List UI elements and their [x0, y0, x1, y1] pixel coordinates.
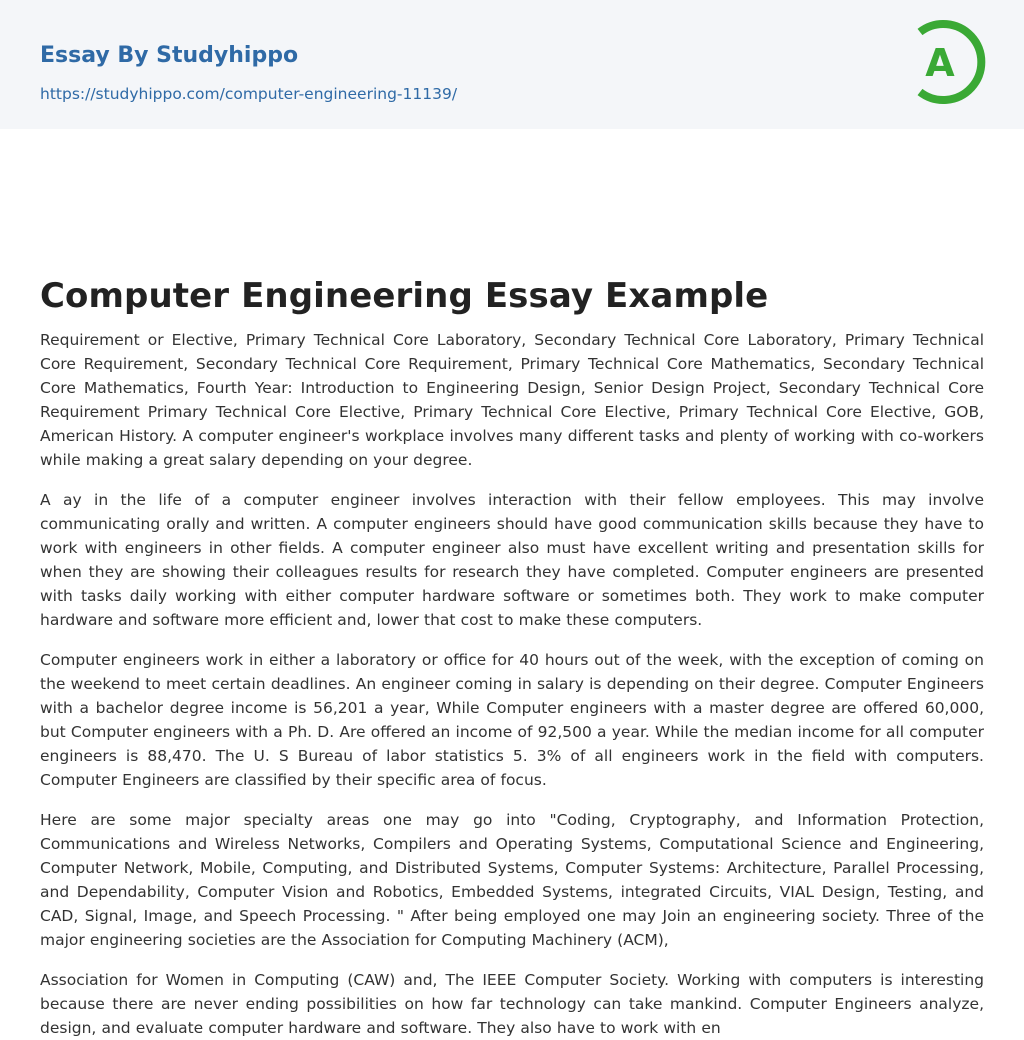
site-brand-title[interactable]: Essay By Studyhippo	[40, 43, 299, 68]
essay-paragraph-4: Here are some major specialty areas one may go into "Coding, Cryptography, and Information Protection, Communications and Wireless Networks, Compilers and Operating Systems, Computational Science and Engineering, Computer Network, Mobile, Computing, and Distributed Systems, Computer Systems: Architecture, Parallel Processing, and Dependability, Computer Vision and Robotics, Embedded Systems, integrated Circuits, VIAL Design, Testing, and CAD, Signal, Image, and Speech Processing. " After being employed one may Join an engineering society. Three of the major engineering societies are the Association for Computing Machinery (ACM),	[40, 811, 984, 949]
site-header	[0, 0, 1024, 129]
article-main	[0, 129, 1024, 1040]
essay-body	[40, 328, 984, 1040]
essay-paragraph-3: Computer engineers work in either a laboratory or office for 40 hours out of the week, with the exception of coming on the weekend to meet certain deadlines. An engineer coming in salary is depending on their degree. Computer Engineers with a bachelor degree income is 56,201 a year, While Computer engineers with a master degree are offered 60,000, but Computer engineers with a Ph. D. Are offered an income of 92,500 a year. While the median income for all computer engineers is 88,470. The U. S Bureau of labor statistics 5. 3% of all engineers work in the field with computers. Computer Engineers are classified by their specific area of focus.	[40, 651, 984, 789]
essay-url-link[interactable]: https://studyhippo.com/computer-engineering-11139/	[40, 85, 458, 103]
logo-letter: A	[925, 41, 955, 85]
page-title: Computer Engineering Essay Example	[40, 276, 769, 316]
studyhippo-logo-icon[interactable]	[910, 18, 988, 106]
essay-paragraph-5: Association for Women in Computing (CAW) and, The IEEE Computer Society. Working with computers is interesting because there are never ending possibilities on how far technology can take mankind. Computer Engineers analyze, design, and evaluate computer hardware and software. They also have to work with en	[40, 971, 984, 1037]
essay-paragraph-2: A ay in the life of a computer engineer involves interaction with their fellow employees. This may involve communicating orally and written. A computer engineers should have good communication skills because they have to work with engineers in other fields. A computer engineer also must have excellent writing and presentation skills for when they are showing their colleagues results for research they have completed. Computer engineers are presented with tasks daily working with either computer hardware software or sometimes both. They work to make computer hardware and software more efficient and, lower that cost to make these computers.	[40, 491, 984, 629]
essay-paragraph-1: Requirement or Elective, Primary Technical Core Laboratory, Secondary Technical Core Laboratory, Primary Technical Core Requirement, Secondary Technical Core Requirement, Primary Technical Core Mathematics, Secondary Technical Core Mathematics, Fourth Year: Introduction to Engineering Design, Senior Design Project, Secondary Technical Core Requirement Primary Technical Core Elective, Primary Technical Core Elective, Primary Technical Core Elective, GOB, American History. A computer engineer's workplace involves many different tasks and plenty of working with co-workers while making a great salary depending on your degree.	[40, 331, 984, 469]
